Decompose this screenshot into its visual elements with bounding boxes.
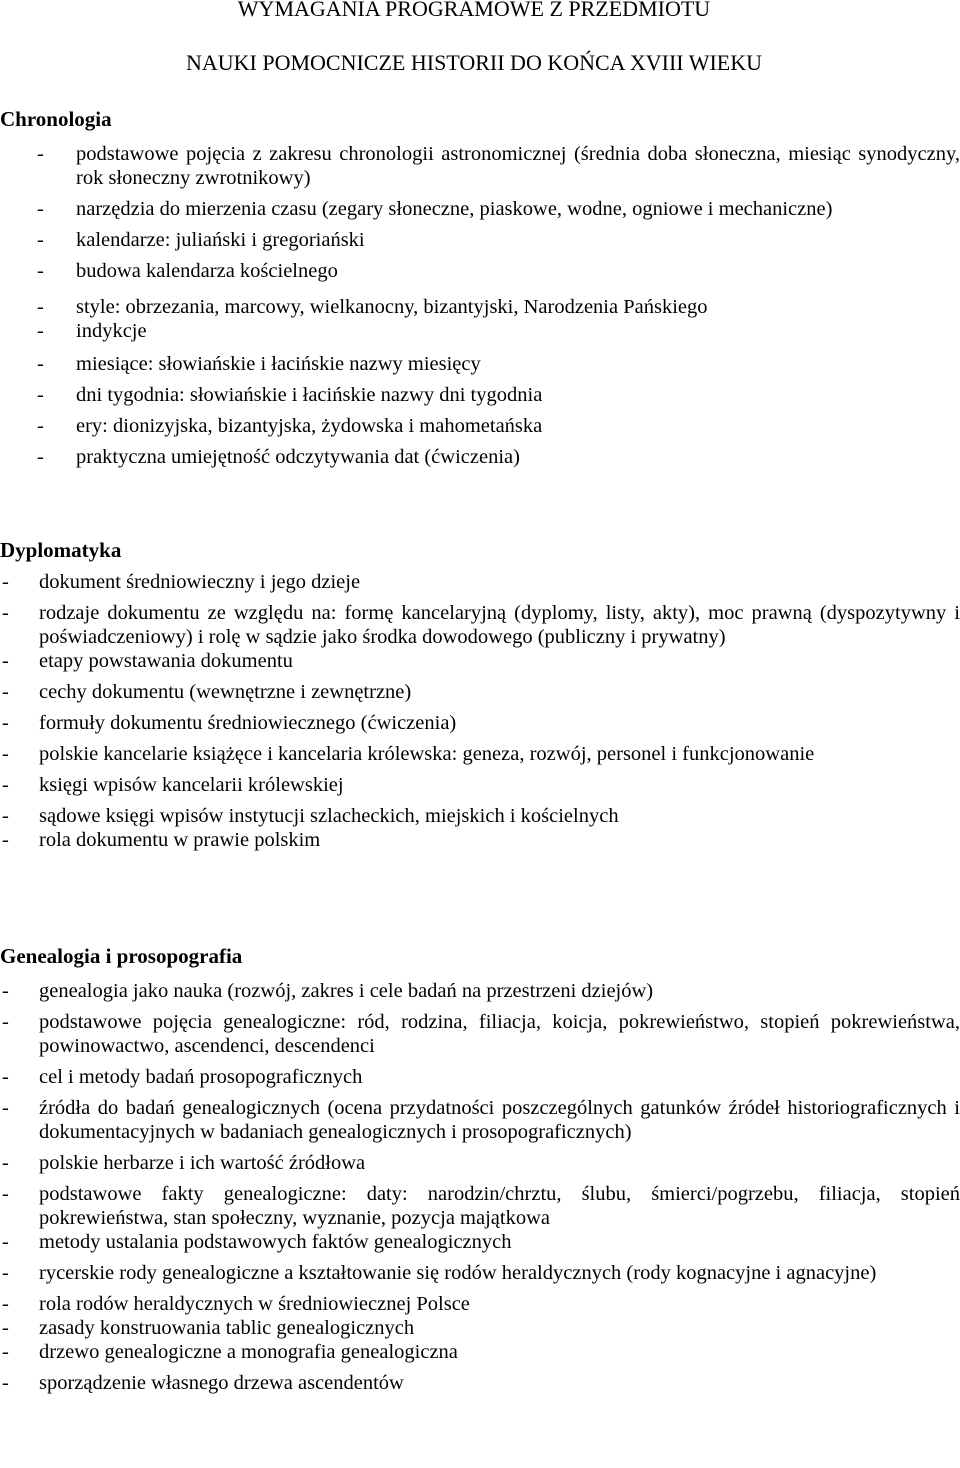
list-item [0, 773, 960, 797]
bullet-dash: - [37, 446, 44, 468]
bullet-dash: - [2, 774, 9, 796]
list-item-text: cechy dokumentu (wewnętrzne i zewnętrzne) [39, 681, 412, 703]
dyplomatyka-list [0, 570, 960, 852]
list-item [0, 979, 960, 1003]
list-item-text: formuły dokumentu średniowiecznego (ćwiczenia) [39, 712, 457, 734]
list-item [0, 1340, 960, 1364]
list-item-text: praktyczna umiejętność odczytywania dat (ćwiczenia) [76, 446, 520, 468]
bullet-dash: - [2, 1372, 9, 1394]
section-heading-dyplomatyka: Dyplomatyka [0, 538, 122, 562]
chronologia-list [0, 142, 960, 469]
list-item [0, 1230, 960, 1254]
bullet-dash: - [2, 1293, 9, 1315]
list-item-text: budowa kalendarza kościelnego [76, 260, 338, 282]
list-item-text: cel i metody badań prosopograficznych [39, 1066, 363, 1088]
list-item [0, 570, 960, 594]
list-item-text: rola dokumentu w prawie polskim [39, 829, 321, 851]
list-item [0, 828, 960, 852]
section-heading-genealogia: Genealogia i prosopografia [0, 944, 243, 968]
list-item [0, 445, 960, 469]
section-genealogia [0, 979, 960, 1395]
section-chronologia [0, 142, 960, 469]
bullet-dash: - [2, 650, 9, 672]
list-item-text: sądowe księgi wpisów instytucji szlacheckich, miejskich i kościelnych [39, 805, 619, 827]
list-item [0, 414, 960, 438]
bullet-dash: - [37, 353, 44, 375]
bullet-dash: - [2, 805, 9, 827]
bullet-dash: - [37, 143, 44, 165]
bullet-dash: - [2, 829, 9, 851]
list-item-text: polskie herbarze i ich wartość źródłowa [39, 1152, 366, 1174]
list-item [0, 295, 960, 319]
list-item-text: narzędzia do mierzenia czasu (zegary słoneczne, piaskowe, wodne, ogniowe i mechaniczne) [76, 198, 833, 220]
list-item [0, 1261, 960, 1285]
list-item [0, 680, 960, 704]
list-item [0, 1010, 960, 1058]
list-item [0, 228, 960, 252]
list-item [0, 1182, 960, 1230]
list-item [0, 142, 960, 190]
list-item-text: drzewo genealogiczne a monografia genealogiczna [39, 1341, 458, 1363]
bullet-dash: - [2, 571, 9, 593]
list-item-text: zasady konstruowania tablic genealogicznych [39, 1317, 415, 1339]
list-item-text: dni tygodnia: słowiańskie i łacińskie nazwy dni tygodnia [76, 384, 543, 406]
list-item [0, 1096, 960, 1144]
bullet-dash: - [2, 712, 9, 734]
list-item [0, 711, 960, 735]
list-item [0, 319, 960, 343]
bullet-dash: - [2, 1152, 9, 1174]
bullet-dash: - [2, 1262, 9, 1284]
document-title-line-2: NAUKI POMOCNICZE HISTORII DO KOŃCA XVIII WIEKU [185, 50, 763, 75]
bullet-dash: - [2, 1317, 9, 1339]
document-title-line-1: WYMAGANIA PROGRAMOWE Z PRZEDMIOTU [237, 0, 711, 21]
list-item-text: dokument średniowieczny i jego dzieje [39, 571, 361, 593]
list-item [0, 1065, 960, 1089]
bullet-dash: - [37, 229, 44, 251]
section-heading-chronologia: Chronologia [0, 107, 112, 131]
list-item [0, 259, 960, 283]
list-item [0, 1371, 960, 1395]
list-item-text: rycerskie rody genealogiczne a kształtowanie się rodów heraldycznych (rody kognacyjne i agnacyjne) [39, 1262, 877, 1284]
list-item [0, 649, 960, 673]
bullet-dash: - [37, 296, 44, 318]
bullet-dash: - [2, 1066, 9, 1088]
bullet-dash: - [37, 198, 44, 220]
list-item-text: genealogia jako nauka (rozwój, zakres i cele badań na przestrzeni dziejów) [39, 980, 654, 1002]
list-item [0, 1292, 960, 1316]
list-item [0, 352, 960, 376]
section-dyplomatyka [0, 570, 960, 852]
list-item [0, 197, 960, 221]
list-item-text: metody ustalania podstawowych faktów genealogicznych [39, 1231, 512, 1253]
bullet-dash: - [2, 980, 9, 1002]
list-item-text: kalendarze: juliański i gregoriański [76, 229, 365, 251]
list-item-text: źródła do badań genealogicznych (ocena przydatności poszczególnych gatunków źródeł historiograficznych i dokumentacyjnych w badaniach genealogicznych i prosopograficznych) [39, 1097, 960, 1143]
genealogia-list [0, 979, 960, 1395]
list-item-text: rola rodów heraldycznych w średniowiecznej Polsce [39, 1293, 470, 1315]
bullet-dash: - [37, 260, 44, 282]
bullet-dash: - [37, 320, 44, 342]
bullet-dash: - [2, 1011, 9, 1033]
list-item-text: indykcje [76, 320, 147, 342]
list-item [0, 1316, 960, 1340]
list-item-text: sporządzenie własnego drzewa ascendentów [39, 1372, 404, 1394]
list-item-text: podstawowe fakty genealogiczne: daty: narodzin/chrztu, ślubu, śmierci/pogrzebu, filiacja, stopień pokrewieństwa, stan społeczny, wyznanie, pozycja majątkowa [39, 1183, 960, 1229]
list-item [0, 383, 960, 407]
list-item-text: etapy powstawania dokumentu [39, 650, 293, 672]
list-item-text: podstawowe pojęcia genealogiczne: ród, rodzina, filiacja, koicja, pokrewieństwo, stopień pokrewieństwa, powinowactwo, ascendenci, descendenci [39, 1011, 960, 1057]
bullet-dash: - [2, 743, 9, 765]
bullet-dash: - [2, 1183, 9, 1205]
list-item [0, 742, 960, 766]
list-item [0, 601, 960, 649]
bullet-dash: - [2, 1231, 9, 1253]
list-item-text: księgi wpisów kancelarii królewskiej [39, 774, 344, 796]
list-item-text: podstawowe pojęcia z zakresu chronologii astronomicznej (średnia doba słoneczna, miesiąc synodyczny, rok słoneczny zwrotnikowy) [76, 143, 960, 189]
list-item-text: miesiące: słowiańskie i łacińskie nazwy miesięcy [76, 353, 481, 375]
list-item-text: ery: dionizyjska, bizantyjska, żydowska i mahometańska [76, 415, 543, 437]
bullet-dash: - [37, 384, 44, 406]
bullet-dash: - [37, 415, 44, 437]
list-item-text: style: obrzezania, marcowy, wielkanocny, bizantyjski, Narodzenia Pańskiego [76, 296, 708, 318]
bullet-dash: - [2, 1097, 9, 1119]
bullet-dash: - [2, 681, 9, 703]
list-item [0, 1151, 960, 1175]
list-item [0, 804, 960, 828]
bullet-dash: - [2, 602, 9, 624]
list-item-text: rodzaje dokumentu ze względu na: formę kancelaryjną (dyplomy, listy, akty), moc prawną (dyspozytywny i poświadczeniowy) i rolę w sądzie jako środka dowodowego (publiczny i prywatny) [39, 602, 960, 648]
bullet-dash: - [2, 1341, 9, 1363]
list-item-text: polskie kancelarie książęce i kancelaria królewska: geneza, rozwój, personel i funkcjonowanie [39, 743, 815, 765]
